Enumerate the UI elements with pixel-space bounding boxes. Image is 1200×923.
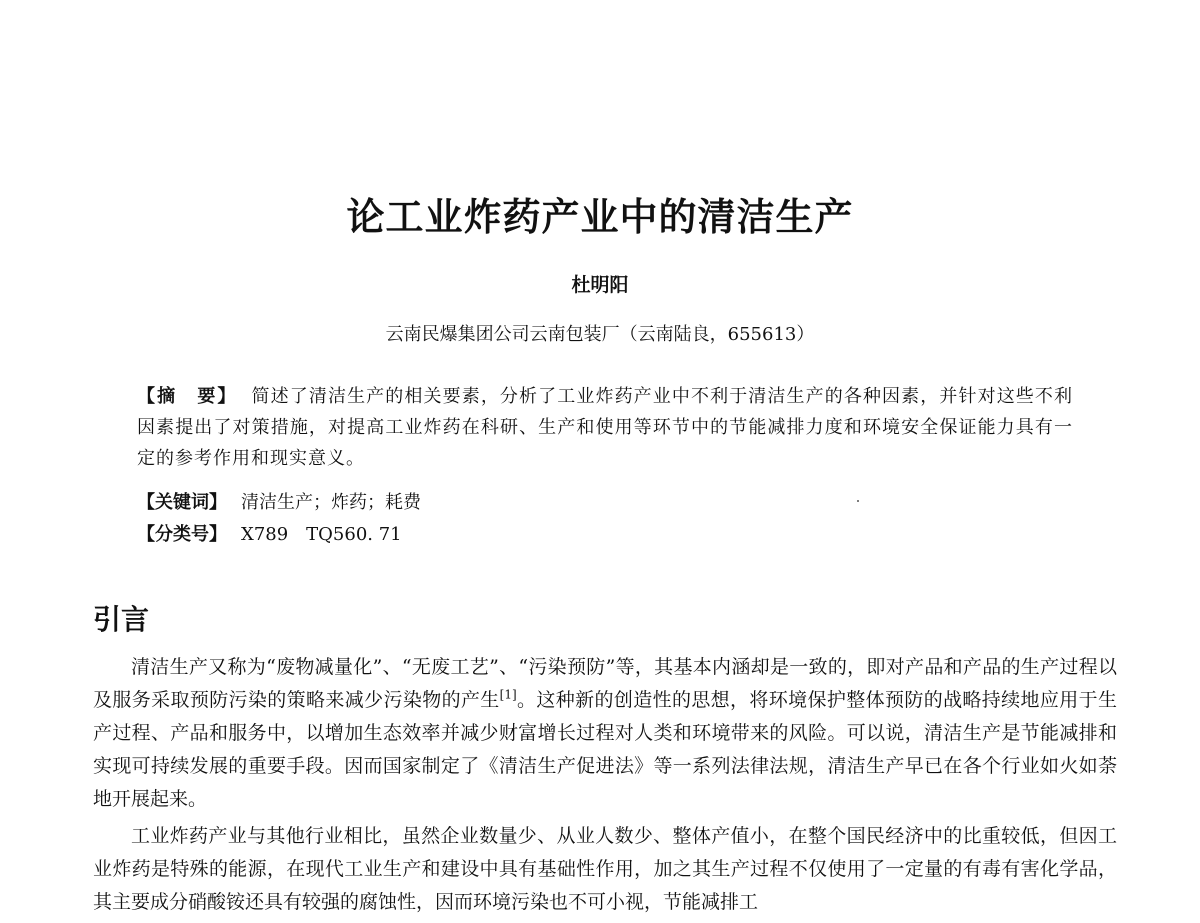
classification-text: X789 TQ560. 71 xyxy=(241,524,402,545)
author-name: 杜明阳 xyxy=(571,274,629,296)
paper-title: 论工业炸药产业中的清洁生产 xyxy=(346,194,854,239)
body-text xyxy=(93,651,1117,923)
abstract-block xyxy=(137,381,1073,474)
classification-label: 【分类号】 xyxy=(137,524,227,545)
scan-speck xyxy=(857,500,859,502)
paragraph-2: 工业炸药产业与其他行业相比，虽然企业数量少、从业人数少、整体产值小，在整个国民经济中的比重较低，但因工业炸药是特殊的能源，在现代工业生产和建设中具有基础性作用，加之其生产过程不仅使用了一定量的有毒有害化学品，其主要成分硝酸铵还具有较强的腐蚀性，因而环境污染也不可小视，节能减排工 xyxy=(93,825,1117,913)
paragraph-1 xyxy=(93,651,1117,816)
paragraph-1-text-a: 清洁生产又称为“废物减量化”、“无废工艺”、“污染预防”等，其基本内涵却是一致的，即对产品和产品的生产过程以及服务采取预防污染的策略来减少污染物的产生 xyxy=(93,656,1117,711)
classification-row xyxy=(137,520,402,546)
abstract-text: 简述了清洁生产的相关要素，分析了工业炸药产业中不利于清洁生产的各种因素，并针对这些不利因素提出了对策措施，对提高工业炸药在科研、生产和使用等环节中的节能减排力度和环境安全保证能力具有一定的参考作用和现实意义。 xyxy=(137,386,1074,469)
author-affiliation: 云南民爆集团公司云南包装厂（云南陆良，655613） xyxy=(385,324,815,345)
keywords-row xyxy=(137,488,421,514)
citation-marker: [1] xyxy=(499,687,517,702)
keywords-text: 清洁生产；炸药；耗费 xyxy=(241,492,421,513)
keywords-label: 【关键词】 xyxy=(137,492,227,513)
section-heading-introduction: 引言 xyxy=(93,603,150,636)
abstract-label: 【摘 要】 xyxy=(137,386,238,407)
paragraph-1-text-b: 。这种新的创造性的思想，将环境保护整体预防的战略持续地应用于生产过程、产品和服务中，以增加生态效率并减少财富增长过程对人类和环境带来的风险。可以说，清洁生产是节能减排和实现可持续发展的重要手段。因而国家制定了《清洁生产促进法》等一系列法律法规，清洁生产早已在各个行业如火如荼地开展起来。 xyxy=(93,689,1117,810)
